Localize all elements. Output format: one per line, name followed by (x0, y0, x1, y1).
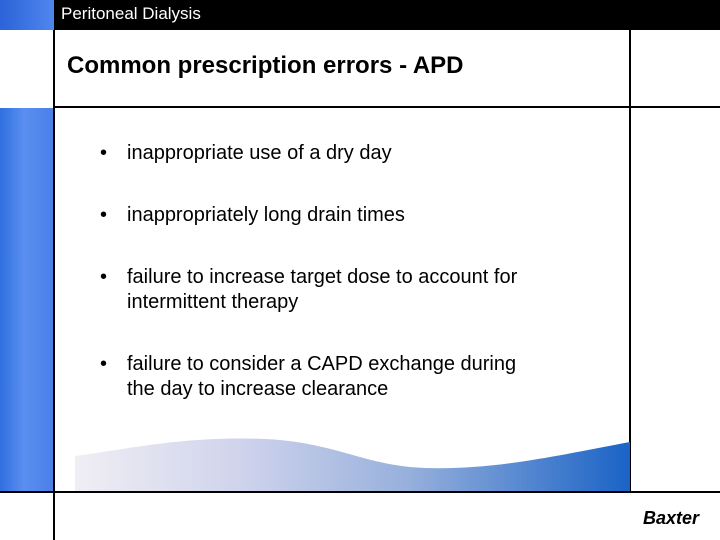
bullet-text-line1: inappropriately long drain times (127, 204, 405, 226)
page-title: Common prescription errors - APD (67, 52, 464, 79)
header-color-swatch (0, 0, 54, 30)
header-bar (0, 0, 720, 30)
bullet-text-line2: intermittent therapy (127, 291, 299, 313)
right-divider-line (629, 30, 631, 492)
bullet-item (100, 203, 620, 228)
section-title: Peritoneal Dialysis (61, 4, 201, 23)
bullet-text-line2: the day to increase clearance (127, 378, 389, 400)
bullet-list (100, 141, 620, 439)
bullet-dot: • (100, 204, 108, 226)
baxter-logo (641, 505, 719, 531)
bullet-dot: • (100, 266, 108, 288)
header-divider-line (53, 106, 720, 108)
bullet-text-line1: failure to increase target dose to account for (127, 266, 518, 288)
bullet-item (100, 141, 620, 166)
side-blue-bar (0, 108, 53, 491)
bullet-text-line1: failure to consider a CAPD exchange during (127, 353, 517, 375)
bullet-item (100, 352, 620, 402)
bullet-dot: • (100, 142, 108, 164)
logo-text: Baxter (643, 508, 700, 528)
bullet-item (100, 265, 620, 315)
bullet-text-line1: inappropriate use of a dry day (127, 142, 392, 164)
footer-divider-line (0, 491, 720, 493)
decorative-wave (75, 436, 630, 491)
bullet-dot: • (100, 353, 108, 375)
